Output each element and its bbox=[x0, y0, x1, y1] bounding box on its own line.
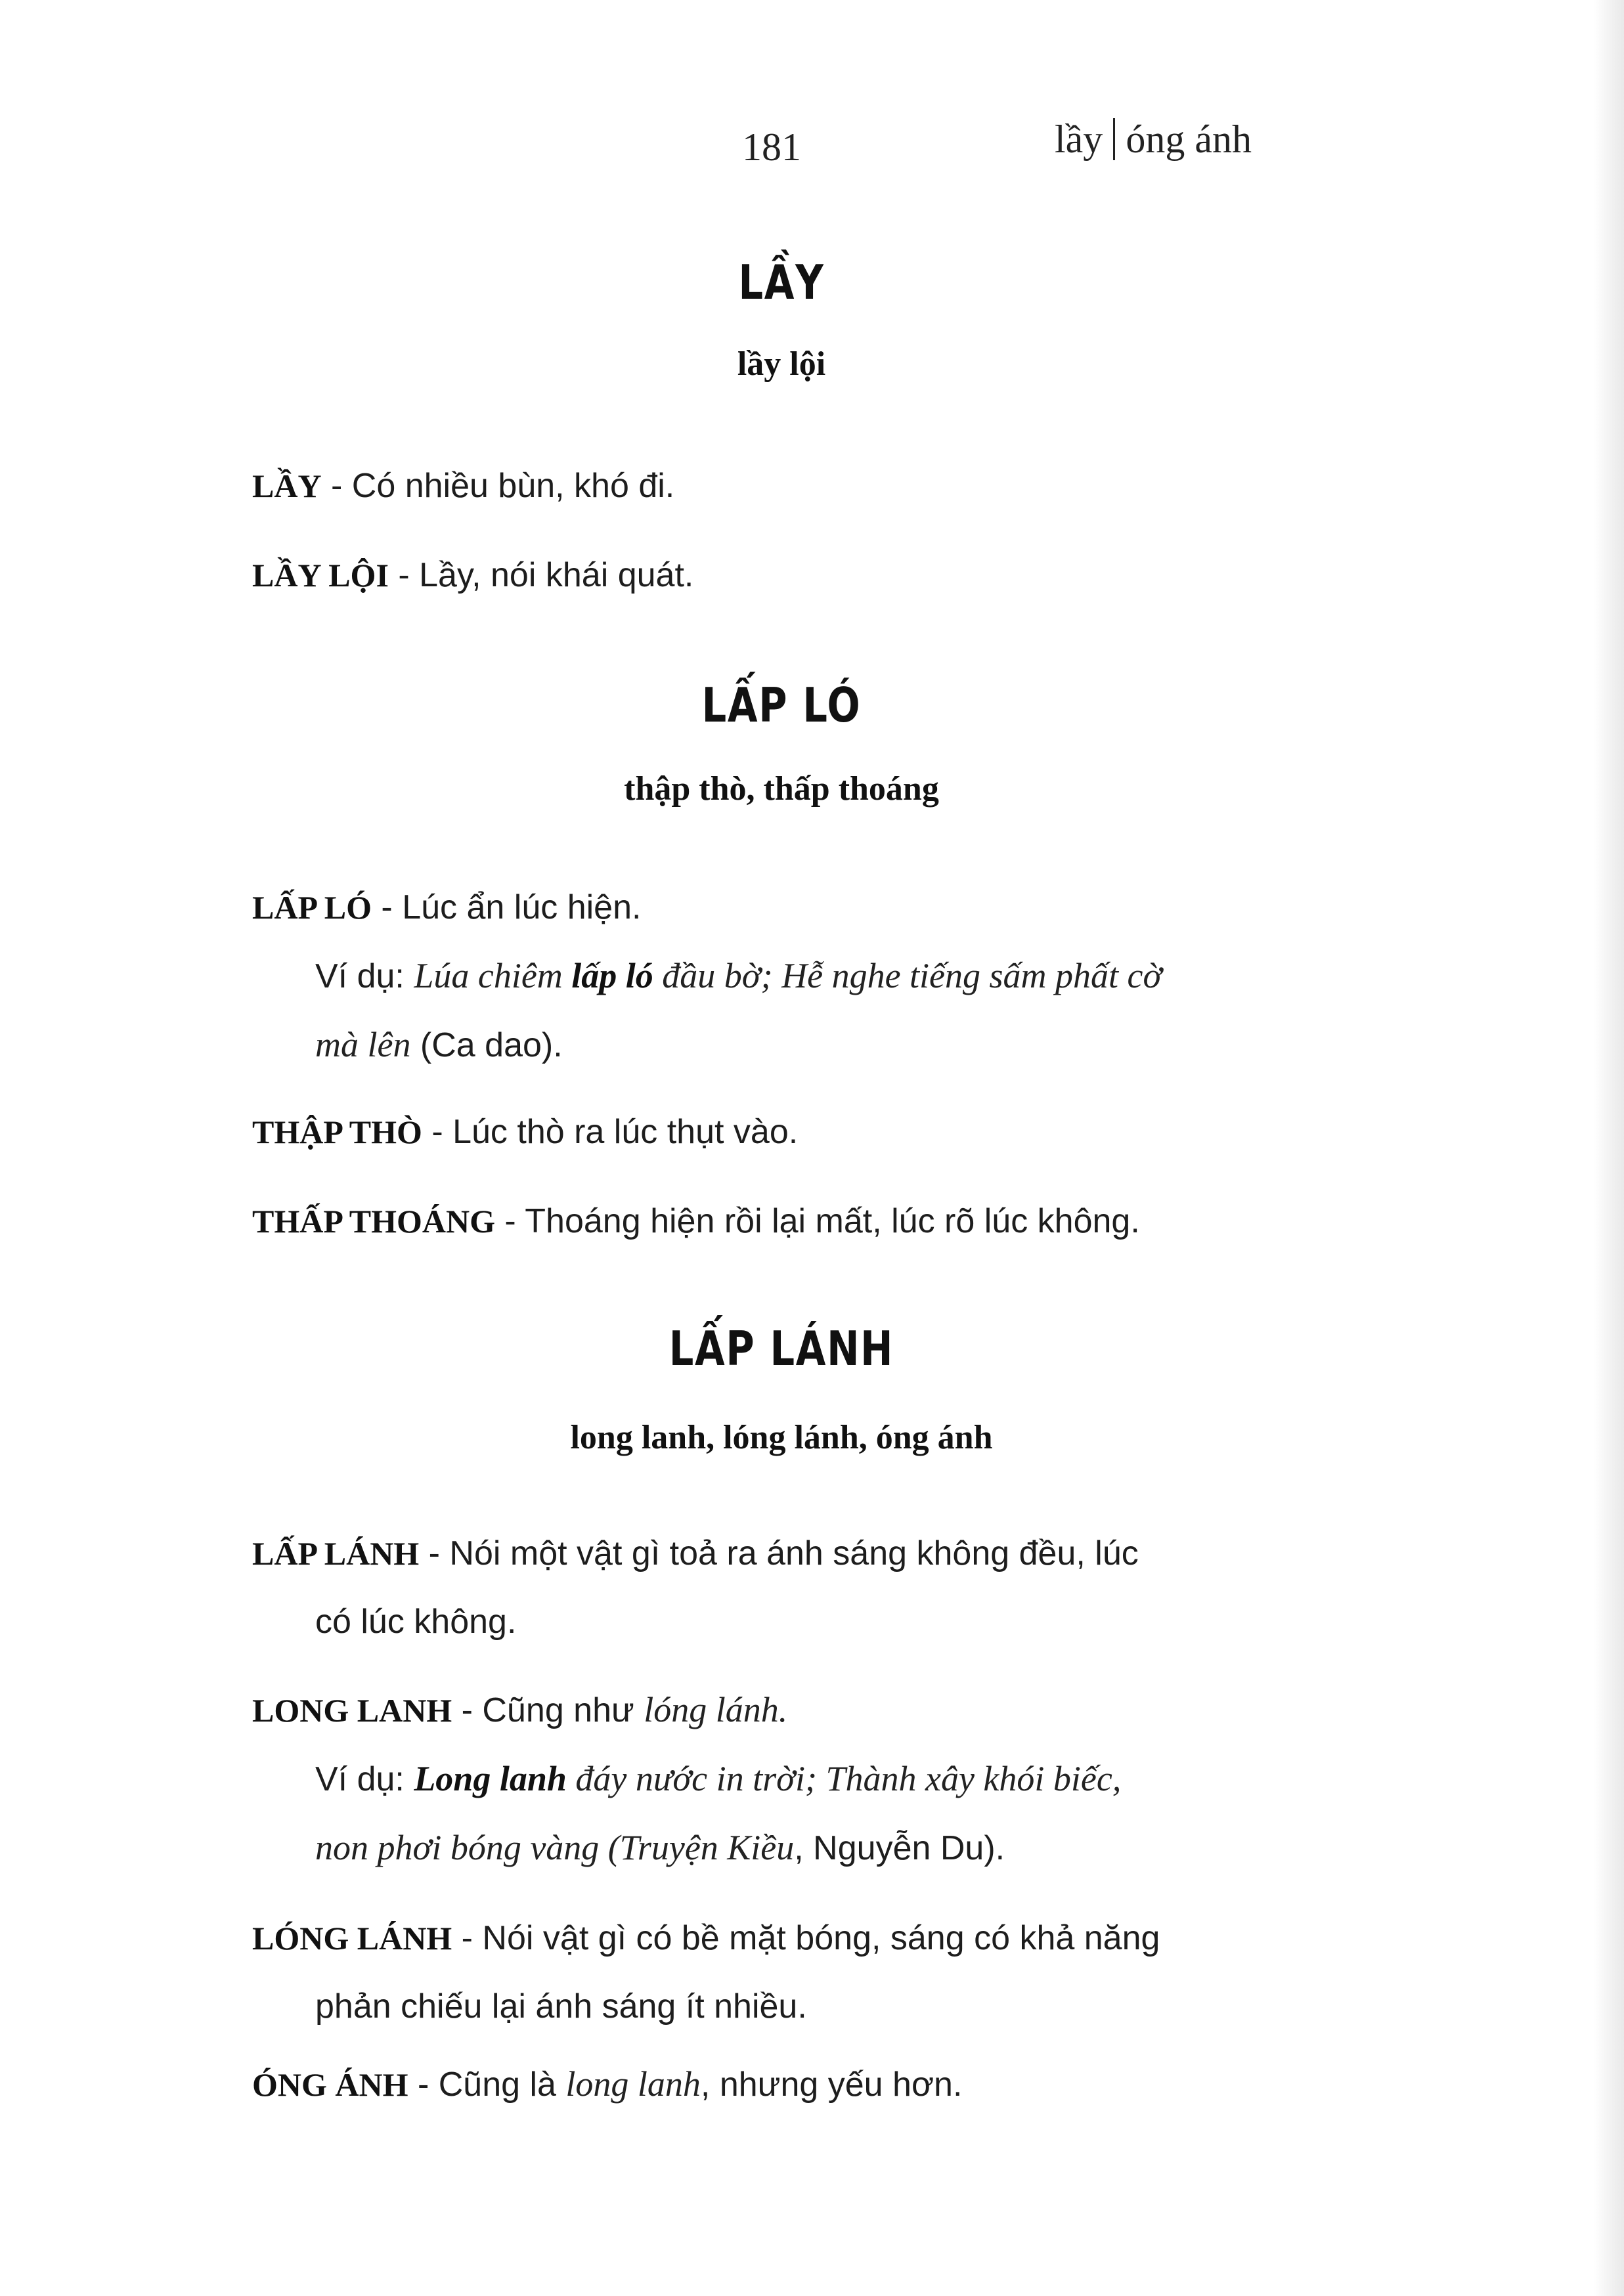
example-text: đáy nước in trời; Thành xây khói biếc, bbox=[566, 1759, 1122, 1798]
entry-term: THẤP THOÁNG bbox=[252, 1203, 495, 1240]
entry-term: LÓNG LÁNH bbox=[252, 1920, 452, 1957]
entry-lay bbox=[252, 452, 1329, 520]
example-label: Ví dụ: bbox=[315, 1760, 414, 1798]
entry-definition: Thoáng hiện rồi lại mất, lúc rõ lúc không. bbox=[525, 1202, 1140, 1240]
entry-definition: Lầy, nói khái quát. bbox=[419, 556, 694, 594]
entry-example-continued bbox=[252, 1010, 1329, 1079]
entry-term: LẤP LÁNH bbox=[252, 1535, 420, 1572]
entry-definition: Lúc ẩn lúc hiện. bbox=[402, 888, 642, 926]
entry-thap-tho bbox=[252, 1098, 1329, 1166]
entry-long-lanh bbox=[252, 1676, 1329, 1882]
running-header bbox=[0, 117, 1624, 183]
page-number: 181 bbox=[742, 125, 801, 169]
entry-definition: Nói vật gì có bề mặt bóng, sáng có khả năng bbox=[482, 1919, 1160, 1957]
entry-definition: Cũng như bbox=[482, 1691, 644, 1729]
entry-term: LẤP LÓ bbox=[252, 889, 372, 926]
entry-lap-lo bbox=[252, 873, 1329, 1079]
section-synonyms-lap-lanh: long lanh, lóng lánh, óng ánh bbox=[570, 1419, 993, 1456]
example-keyword: lấp ló bbox=[571, 956, 653, 995]
entry-definition: Nói một vật gì toả ra ánh sáng không đều, lúc bbox=[449, 1534, 1139, 1572]
entry-definition-continued: phản chiếu lại ánh sáng ít nhiều. bbox=[315, 1987, 807, 2025]
section-heading-lap-lo: LẤP LÓ bbox=[701, 678, 862, 733]
example-keyword: Long lanh bbox=[414, 1759, 567, 1798]
section-synonyms-lay: lầy lội bbox=[737, 345, 826, 383]
entry-definition-continued: có lúc không. bbox=[315, 1603, 517, 1641]
entry-dash: - bbox=[422, 1113, 453, 1151]
entry-ong-anh bbox=[252, 2050, 1329, 2119]
section-heading-lay: LẦY bbox=[738, 255, 825, 310]
entry-definition: Cũng là bbox=[438, 2066, 566, 2104]
entry-definition-italic: lóng lánh bbox=[644, 1690, 779, 1729]
guide-word-last: óng ánh bbox=[1126, 118, 1252, 161]
example-source: (Ca dao). bbox=[410, 1026, 563, 1064]
entry-dash: - bbox=[371, 888, 403, 926]
entry-example-continued bbox=[252, 1813, 1329, 1882]
entry-thap-thoang bbox=[252, 1187, 1329, 1255]
entry-dash: - bbox=[408, 2066, 439, 2104]
entry-example bbox=[252, 1744, 1329, 1813]
entry-dash: - bbox=[494, 1202, 525, 1240]
entry-term: LẦY LỘI bbox=[252, 557, 389, 594]
entry-definition-italic: long lanh bbox=[565, 2064, 701, 2104]
entry-long-lanh-2 bbox=[252, 1904, 1329, 2041]
entry-dash: - bbox=[452, 1919, 483, 1957]
entry-dash: - bbox=[388, 556, 420, 594]
entry-dash: - bbox=[452, 1691, 483, 1729]
section-heading-lap-lanh: LẤP LÁNH bbox=[669, 1321, 894, 1376]
entry-term: LẦY bbox=[252, 467, 322, 504]
entry-example bbox=[252, 942, 1329, 1010]
entry-term: ÓNG ÁNH bbox=[252, 2066, 408, 2103]
entry-dash: - bbox=[321, 467, 352, 505]
entry-lap-lanh bbox=[252, 1519, 1329, 1656]
guide-word-separator bbox=[1113, 118, 1115, 160]
entry-lay-loi bbox=[252, 541, 1329, 609]
example-text: mà lên bbox=[315, 1025, 411, 1064]
example-text: đầu bờ; Hễ nghe tiếng sấm phất cờ bbox=[653, 956, 1162, 995]
entry-dash: - bbox=[419, 1534, 450, 1572]
entry-term: LONG LANH bbox=[252, 1692, 452, 1729]
section-synonyms-lap-lo: thập thò, thấp thoáng bbox=[624, 770, 939, 808]
guide-word-first: lầy bbox=[1055, 118, 1103, 161]
entry-definition-end: . bbox=[778, 1690, 788, 1729]
example-text: non phơi bóng vàng bbox=[315, 1828, 600, 1867]
page-edge-shadow bbox=[1594, 0, 1624, 2296]
example-label: Ví dụ: bbox=[315, 957, 414, 995]
entry-definition: Có nhiều bùn, khó đi. bbox=[351, 467, 675, 505]
entry-term: THẬP THÒ bbox=[252, 1114, 422, 1150]
example-text: Lúa chiêm bbox=[414, 956, 572, 995]
entry-definition-end: , nhưng yếu hơn. bbox=[700, 2066, 963, 2104]
entry-definition: Lúc thò ra lúc thụt vào. bbox=[452, 1113, 799, 1151]
header-guide-words bbox=[1055, 117, 1252, 162]
example-source-open: ( bbox=[599, 1828, 620, 1867]
example-source-author: , Nguyễn Du). bbox=[794, 1829, 1005, 1867]
example-source-title: Truyện Kiều bbox=[619, 1828, 795, 1867]
